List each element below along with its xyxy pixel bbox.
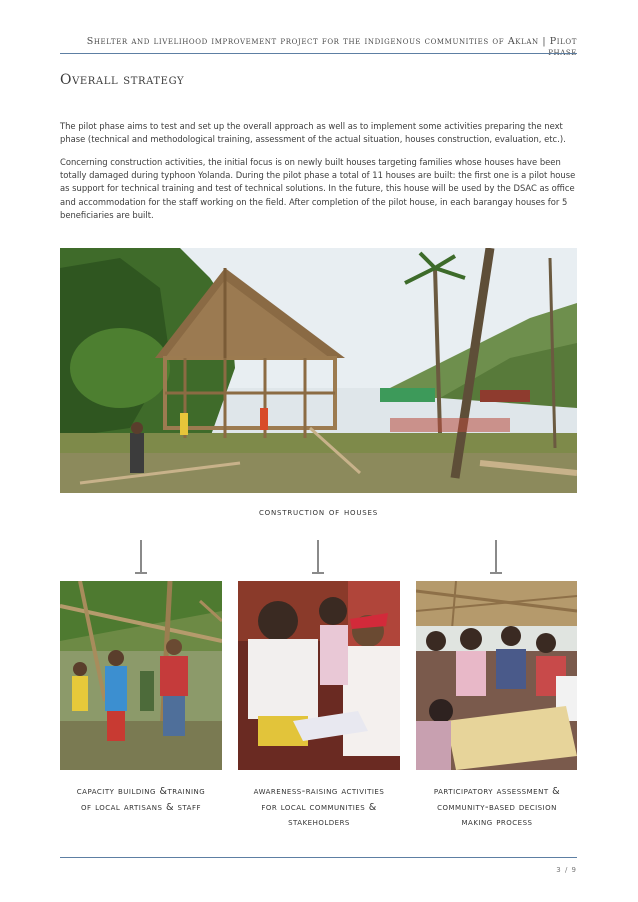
running-header: Shelter and livelihood improvement project for the indigenous communities of Aklan | Pilot — [86, 36, 577, 47]
training-photo — [60, 581, 222, 770]
footer-rule — [60, 857, 577, 858]
caption-line: capacity building &training — [76, 786, 206, 797]
section-title: Overall strategy — [60, 72, 185, 88]
intro-paragraph: The pilot phase aims to test and set up the overall approach as well as to implement some activities preparing the next phase (technical and methodological training, assessment of the actual situation, houses construction, evaluation, etc.). — [60, 121, 566, 145]
assessment-caption — [407, 784, 587, 831]
awareness-photo — [238, 581, 400, 770]
awareness-caption — [229, 784, 409, 831]
caption-line: awareness-raising activities — [253, 786, 385, 797]
construction-photo — [60, 248, 577, 493]
arrow-down-icon — [311, 540, 325, 576]
caption-line: participatory assessment & — [433, 786, 561, 797]
caption-line: for local communities & — [261, 801, 377, 813]
main-photo-caption: construction of houses — [258, 507, 378, 518]
assessment-photo — [416, 581, 577, 770]
construction-paragraph: Concerning construction activities, the initial focus is on newly built houses targeting families whose houses have been totally damaged during typhoon Yolanda. During the pilot phase a total of 11 houses are built: the first one is a pilot house as support for technical training and test of technical solutions. In the future, this house will be used by the DSAC as office and accommodation for the staff working on the field. After completion of the pilot house, in each barangay houses for 5 beneficiaries are built. — [60, 157, 576, 220]
header-rule — [60, 53, 577, 54]
caption-line: of local artisans & staff — [81, 801, 201, 813]
page-number: 3 / 9 — [556, 866, 577, 874]
arrow-down-icon — [134, 540, 148, 576]
caption-line: community-based decision — [437, 801, 557, 813]
arrow-down-icon — [489, 540, 503, 576]
caption-line: stakeholders — [288, 817, 350, 828]
caption-line: making process — [461, 817, 533, 828]
training-caption — [51, 784, 231, 815]
